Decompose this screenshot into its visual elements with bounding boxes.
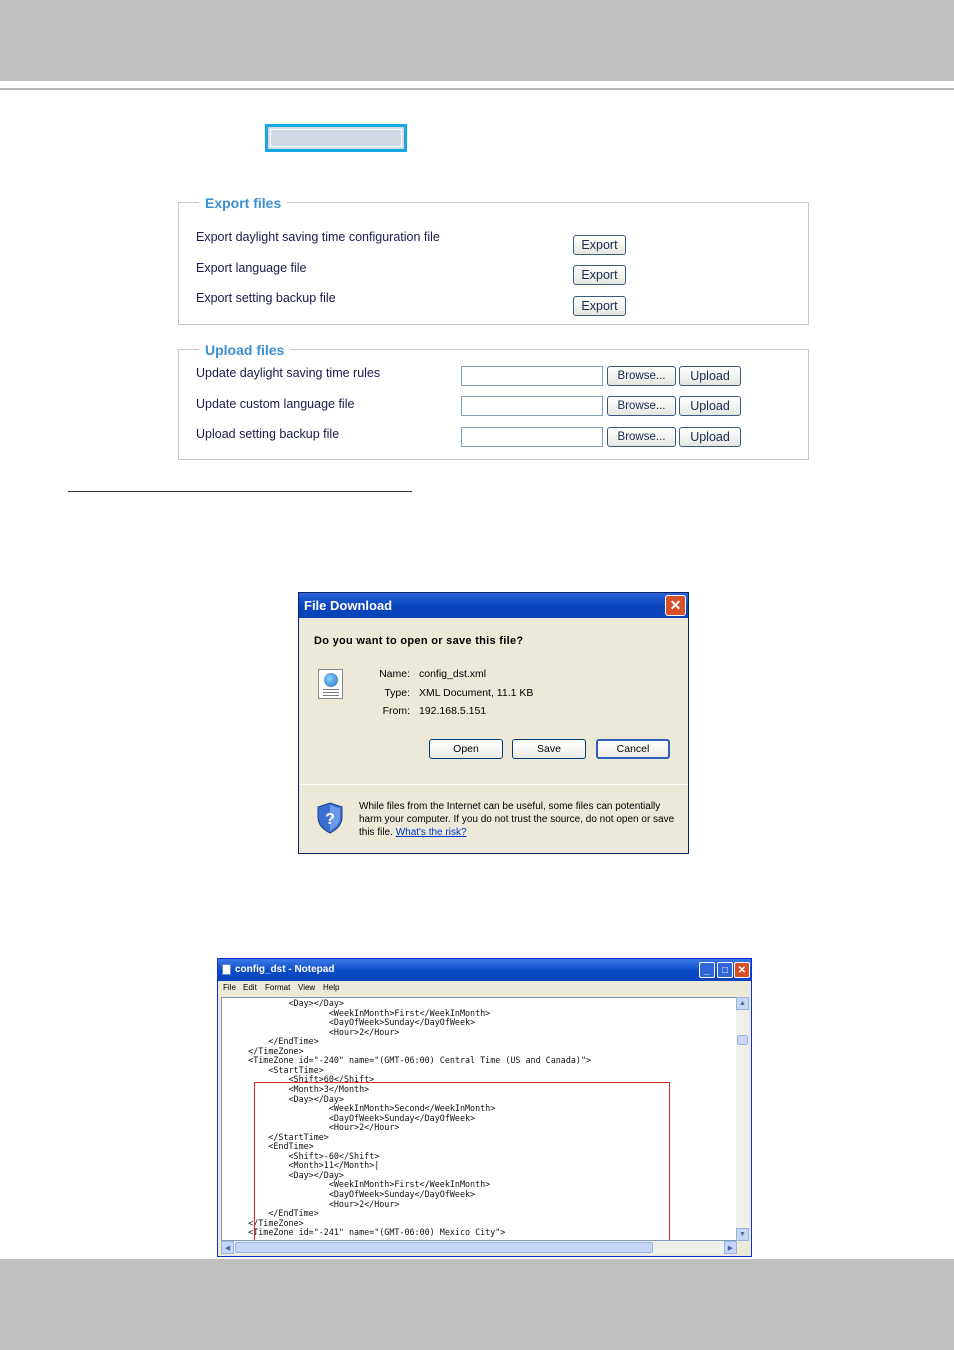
notepad-line: <EndTime> [228, 1141, 314, 1152]
export-language-button[interactable]: Export [573, 265, 626, 285]
notepad-line: <Day></Day> [228, 998, 344, 1008]
notepad-line: <TimeZone id="-241" name="(GMT-06:00) Mexico City"> [228, 1227, 506, 1238]
export-backup-label: Export setting backup file [196, 291, 336, 305]
upload-backup-browse-button[interactable]: Browse... [607, 427, 676, 447]
header-band [0, 0, 954, 81]
notepad-window [217, 958, 752, 1257]
menu-help[interactable]: Help [323, 983, 340, 992]
security-warning [359, 800, 677, 839]
file-from-value: 192.168.5.151 [419, 705, 487, 717]
notepad-line: </TimeZone> [228, 1217, 304, 1228]
file-type-value: XML Document, 11.1 KB [419, 687, 534, 699]
svg-text:?: ? [325, 811, 335, 828]
save-button[interactable]: Save [512, 739, 586, 759]
close-icon[interactable]: ✕ [665, 595, 686, 616]
dialog-separator [300, 784, 687, 785]
horizontal-scrollbar[interactable] [221, 1241, 737, 1254]
notepad-line: <Day></Day> [228, 1093, 344, 1104]
export-dst-button[interactable]: Export [573, 235, 626, 255]
dialog-titlebar [299, 593, 688, 618]
horizontal-scroll-thumb[interactable] [235, 1242, 653, 1253]
menu-format[interactable]: Format [265, 983, 291, 992]
dialog-title: File Download [304, 598, 393, 613]
upload-language-browse-button[interactable]: Browse... [607, 396, 676, 416]
notepad-line: <Hour>2</Hour> [228, 1122, 400, 1133]
menu-view[interactable]: View [298, 983, 316, 992]
notepad-line: <Day></Day> [228, 1169, 344, 1180]
upload-dst-browse-button[interactable]: Browse... [607, 366, 676, 386]
open-button[interactable]: Open [429, 739, 503, 759]
upload-dst-file-input[interactable] [461, 366, 603, 386]
cancel-button[interactable]: Cancel [596, 739, 670, 759]
export-dst-label: Export daylight saving time configuration file [196, 230, 440, 244]
maximize-icon[interactable]: □ [717, 962, 733, 978]
security-shield-icon [316, 802, 344, 834]
notepad-line: <Hour>2</Hour> [228, 1198, 400, 1209]
upload-files-title: Upload files [199, 342, 290, 358]
notepad-line: </EndTime> [228, 1208, 319, 1219]
vertical-scrollbar[interactable] [736, 997, 749, 1241]
file-download-dialog [298, 592, 689, 854]
footer-band [0, 1259, 954, 1350]
highlighted-button[interactable] [265, 124, 407, 152]
notepad-line: <Month>11</Month>| [228, 1160, 380, 1171]
file-name-value: config_dst.xml [419, 668, 487, 680]
upload-dst-label: Update daylight saving time rules [196, 366, 381, 380]
upload-language-file-input[interactable] [461, 396, 603, 416]
menu-edit[interactable]: Edit [243, 983, 257, 992]
export-backup-button[interactable]: Export [573, 296, 626, 316]
upload-language-label: Update custom language file [196, 397, 355, 411]
scroll-down-icon[interactable]: ▼ [736, 1228, 749, 1241]
notepad-line: <DayOfWeek>Sunday</DayOfWeek> [228, 1112, 476, 1123]
export-language-label: Export language file [196, 261, 307, 275]
notepad-title: config_dst - Notepad [235, 964, 335, 975]
scroll-left-icon[interactable]: ◀ [221, 1241, 234, 1254]
notepad-line: <WeekInMonth>First</WeekInMonth> [228, 1179, 491, 1190]
dialog-question: Do you want to open or save this file? [314, 635, 524, 647]
upload-dst-upload-button[interactable]: Upload [679, 366, 741, 386]
upload-backup-upload-button[interactable]: Upload [679, 427, 741, 447]
notepad-line: <DayOfWeek>Sunday</DayOfWeek> [228, 1189, 476, 1199]
risk-link[interactable]: What's the risk? [395, 827, 467, 838]
file-name-key: Name: [379, 668, 410, 680]
minimize-icon[interactable]: _ [699, 962, 715, 978]
upload-backup-label: Upload setting backup file [196, 427, 340, 441]
warning-text: While files from the Internet can be useful, some files can potentially harm your computer. If you do not trust the source, do not open or save this file. [359, 801, 675, 838]
menu-file[interactable]: File [223, 983, 236, 992]
notepad-text-area[interactable] [221, 997, 737, 1241]
notepad-line: <WeekInMonth>First</WeekInMonth> [228, 1007, 491, 1018]
notepad-line: <DayOfWeek>Sunday</DayOfWeek> [228, 1017, 476, 1028]
notepad-titlebar [218, 959, 751, 981]
notepad-app-icon [222, 964, 231, 975]
upload-backup-file-input[interactable] [461, 427, 603, 447]
xml-document-icon [318, 669, 343, 699]
scroll-up-icon[interactable]: ▲ [736, 997, 749, 1010]
header-rule [0, 88, 954, 90]
export-files-title: Export files [199, 195, 287, 211]
notepad-line: <WeekInMonth>Second</WeekInMonth> [228, 1103, 496, 1114]
notepad-line: <Hour>2</Hour> [228, 1026, 400, 1037]
notepad-line: <Month>3</Month> [228, 1083, 370, 1094]
highlight-box [254, 1082, 670, 1241]
notepad-line: <Shift>60</Shift> [228, 1074, 375, 1085]
notepad-line: <Shift>-60</Shift> [228, 1150, 380, 1161]
notepad-menubar [218, 981, 751, 996]
scroll-right-icon[interactable]: ▶ [724, 1241, 737, 1254]
vertical-scroll-thumb[interactable] [737, 1035, 748, 1045]
notepad-line: <TimeZone id="-240" name="(GMT-06:00) Central Time (US and Canada)"> [228, 1055, 592, 1066]
file-type-key: Type: [384, 687, 410, 699]
close-icon[interactable]: ✕ [734, 962, 750, 978]
notepad-line: </TimeZone> [228, 1045, 304, 1056]
file-from-key: From: [382, 705, 410, 717]
notepad-line: </EndTime> [228, 1036, 319, 1047]
section-divider [68, 491, 412, 492]
upload-language-upload-button[interactable]: Upload [679, 396, 741, 416]
notepad-line: </StartTime> [228, 1131, 329, 1142]
notepad-line: <StartTime> [228, 1064, 324, 1075]
